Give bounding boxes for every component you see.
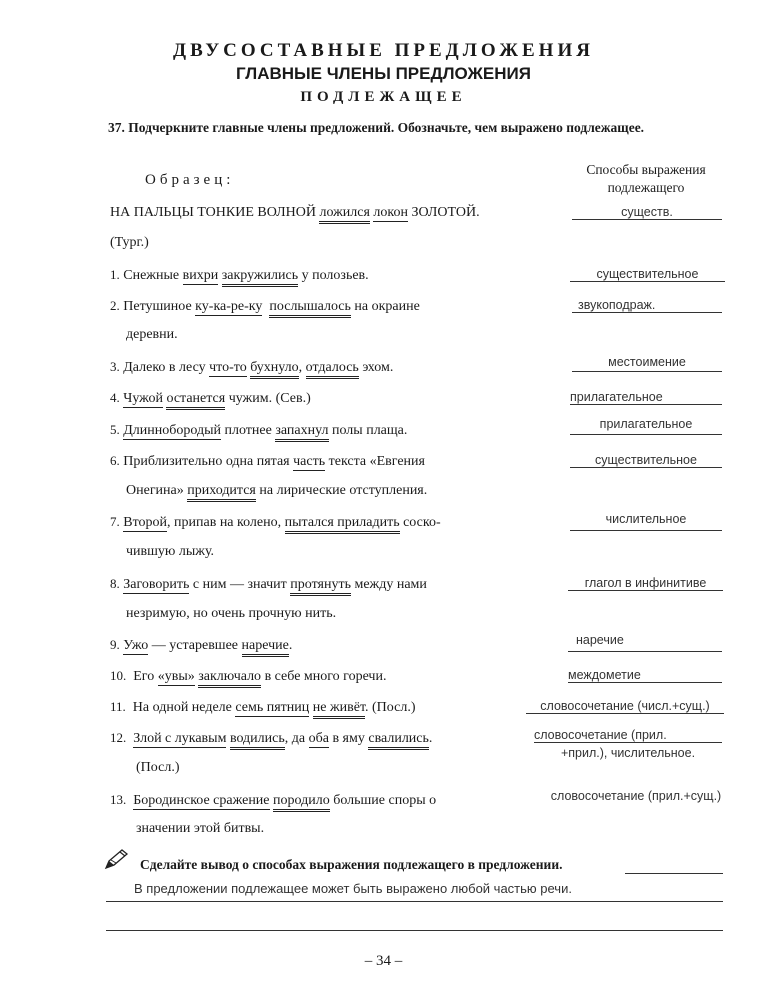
task-instruction [108,117,730,139]
answer-line [106,901,723,902]
subject: Чужой [123,391,163,406]
subject: локон [373,205,408,220]
subject: часть [293,454,326,469]
sentence-1: 1. Снежные вихри закружились у полозьев. [110,267,369,284]
subject: что-то [209,360,247,375]
predicate: ложился [319,205,369,224]
subject: Длиннобородый [123,423,222,438]
answer-line [625,873,723,874]
sentence-2: 2. Петушиное ку-ка-ре-ку послышалось на окраине [110,298,420,315]
predicate: протянуть [290,577,351,596]
predicate: запахнул [275,423,328,442]
answer-13: словосочетание (прил.+сущ.) [550,789,722,803]
predicate: не живёт [313,700,365,719]
predicate: послышалось [269,299,351,318]
answer-3: местоимение [572,355,722,372]
predicate: свалились [368,731,429,750]
answer-7: числительное [570,512,722,531]
sample-source: (Тург.) [110,235,149,250]
sentence-8-cont: незримую, но очень прочную нить. [126,606,337,621]
answer-6: существительное [570,453,722,468]
heading-subject: ПОДЛЕЖАЩЕЕ [300,89,467,105]
sentence-7-cont: чившую лыжу. [126,544,215,559]
subject: Злой с лукавым [133,731,227,746]
predicate: закружились [222,268,298,287]
answer-2: звукоподраж. [572,298,722,313]
predicate: приходится [187,483,256,502]
heading-main-members: ГЛАВНЫЕ ЧЛЕНЫ ПРЕДЛОЖЕНИЯ [236,64,531,83]
sentence-5: 5. Длиннобородый плотнее запахнул полы плаща. [110,422,407,439]
predicate: пытался приладить [285,515,400,534]
sentence-7: 7. Второй, припав на колено, пытался приладить соско- [110,514,441,531]
task-number: 37. [108,120,125,135]
subject: Ужо [123,638,149,653]
subject: ку-ка-ре-ку [195,299,263,314]
subject: вихри [182,268,219,283]
subject: оба [308,731,329,746]
sentence-13-cont: значении этой битвы. [136,821,265,836]
subject: Заговорить [123,577,190,592]
sentence-10: 10. Его «увы» заключало в себе много горечи. [110,668,386,685]
sentence-2-cont: деревни. [126,327,178,342]
predicate: заключало [198,669,261,688]
answer-10: междометие [568,668,722,683]
sentence-3: 3. Далеко в лесу что-то бухнуло, отдалось эхом. [110,359,393,376]
answer-5: прилагательное [570,417,722,435]
answer-11: словосочетание (числ.+сущ.) [526,699,724,714]
answer-line [106,930,723,931]
sentence-6: 6. Приблизительно одна пятая часть текста «Евгения [110,453,425,469]
predicate: бухнуло [250,360,298,379]
subject: «увы» [157,669,195,684]
conclusion-prompt: Сделайте вывод о способах выражения подлежащего в предложении. [140,857,563,872]
sample-label: Образец: [145,172,235,188]
sentence-6-cont: Онегина» приходится на лирические отступления. [126,483,427,499]
predicate: отдалось [306,360,359,379]
sample-answer: существ. [572,205,722,220]
column-header: Способы выражения подлежащего [586,162,706,195]
predicate: породило [273,793,330,812]
predicate: наречие [242,638,289,657]
answer-1: существительное [570,267,725,282]
answer-8: глагол в инфинитиве [568,576,723,591]
sentence-4: 4. Чужой останется чужим. (Сев.) [110,390,311,407]
predicate: останется [166,391,225,410]
answer-4: прилагательное [570,390,722,405]
sentence-12-source: (Посл.) [136,760,180,775]
conclusion-answer: В предложении подлежащее может быть выражено любой частью речи. [134,881,572,896]
answer-12-line1: словосочетание (прил. [534,728,722,743]
page-number: – 34 – [364,953,403,969]
subject: семь пятниц [235,700,310,715]
answer-9: наречие [568,633,722,652]
sample-sentence: НА ПАЛЬЦЫ ТОНКИЕ ВОЛНОЙ ложился локон ЗОЛОТОЙ. [110,205,480,221]
sentence-13: 13. Бородинское сражение породило большие споры о [110,792,436,809]
sentence-12: 12. Злой с лукавым водились, да оба в яму свалились. [110,730,432,747]
answer-12-line2: +прил.), числительное. [560,746,696,760]
sentence-11: 11. На одной неделе семь пятниц не живёт. (Посл.) [110,699,416,716]
heading-two-part-sentences: ДВУСОСТАВНЫЕ ПРЕДЛОЖЕНИЯ [173,40,594,61]
subject: Бородинское сражение [133,793,270,808]
sentence-8: 8. Заговорить с ним — значит протянуть между нами [110,576,427,593]
pencil-icon [104,848,130,870]
task-text: Подчеркните главные члены предложений. Обозначьте, чем выражено подлежащее. [128,120,645,135]
subject: Второй [123,515,168,530]
sentence-9: 9. Ужо — устаревшее наречие. [110,637,292,654]
predicate: водились [230,731,285,750]
